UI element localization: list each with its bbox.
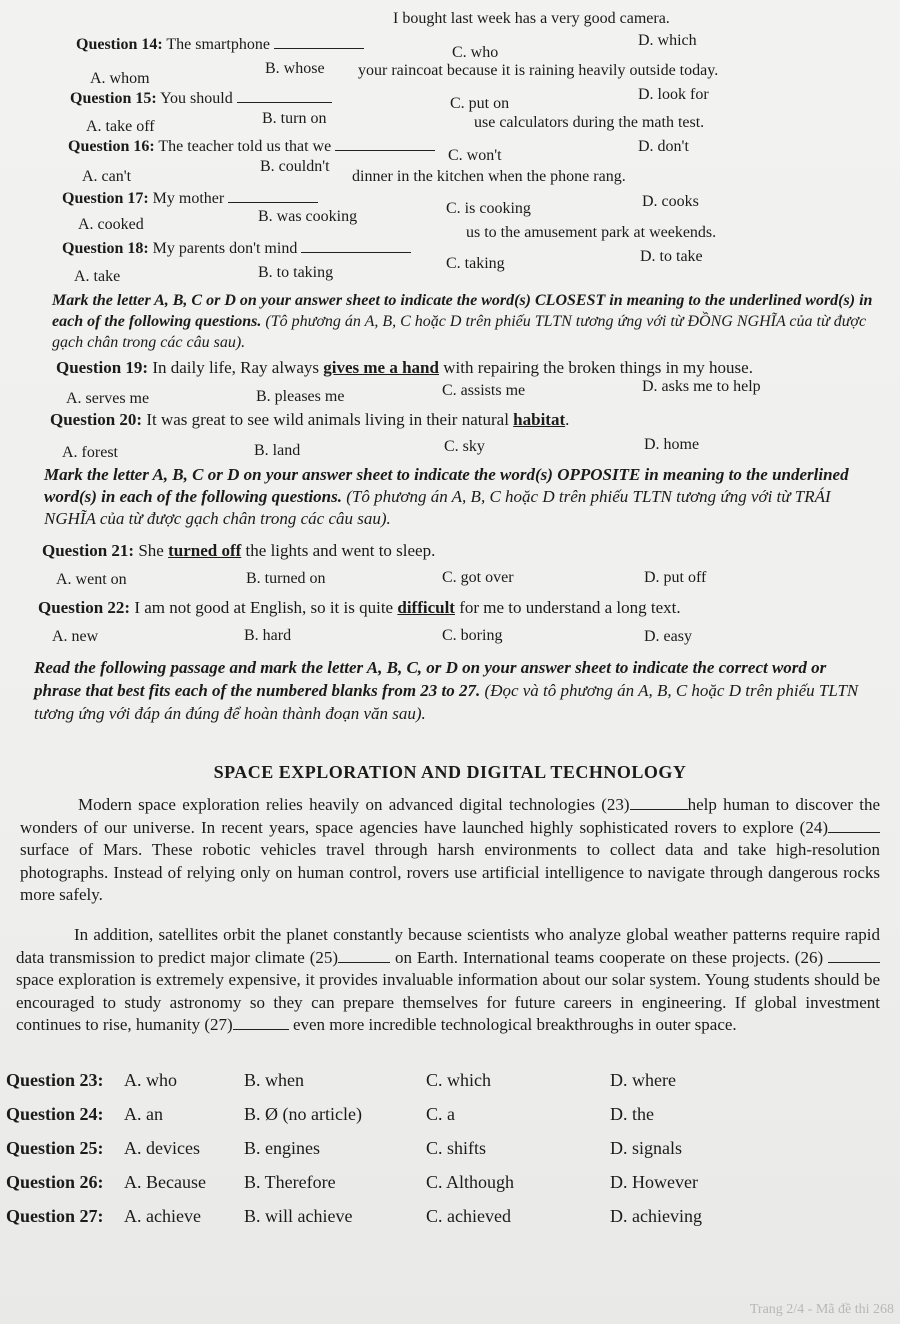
option-d: D. signals [610,1138,682,1158]
blank-26 [828,962,880,963]
option-c: C. boring [442,627,503,644]
passage-paragraph-1: Modern space exploration relies heavily on advanced digital technologies (23) help human to discover the wonders of our universe. In recent years, space agencies have launched highly sophisticated rovers to explore (24) surface of Mars. These robotic vehicles travel through harsh environments to collect data and take high-resolution photographs. Instead of relying only on human control, rovers use artificial intelligence to navigate through dangerous rocks more safely. [20,795,880,904]
underlined-word: habitat [513,410,566,429]
page-footer: Trang 2/4 - Mã đề thi 268 [749,1302,894,1317]
option-d: D. which [638,32,697,49]
blank [335,150,435,151]
underlined-word: difficult [397,598,455,617]
option-d: D. to take [640,248,703,265]
blank-23 [630,809,688,810]
blank-25 [338,962,390,963]
option-c: C. achieved [426,1206,511,1226]
option-b: B. turned on [246,570,326,587]
option-c: C. Although [426,1172,515,1192]
passage-title: SPACE EXPLORATION AND DIGITAL TECHNOLOGY [213,762,687,782]
option-c: C. assists me [442,382,526,399]
option-a: A. take off [86,118,155,135]
option-b: B. land [254,442,301,459]
option-a: A. an [124,1104,163,1124]
option-b: B. couldn't [260,158,330,175]
option-c: C. which [426,1070,491,1090]
option-b: B. whose [265,60,325,77]
option-c: C. taking [446,255,505,272]
blank [237,102,332,103]
option-a: A. whom [90,70,150,87]
option-b: B. to taking [258,264,334,281]
option-a: A. Because [124,1172,206,1192]
instruction-closest: Mark the letter A, B, C or D on your answer sheet to indicate the word(s) CLOSEST in meaning to the underlined word(s) in each of the following questions. (Tô phương án A, B, C hoặc D trên phiếu TLTN tương ứng với từ ĐỒNG NGHĨA của từ được gạch chân trong các câu sau). [52,292,873,351]
option-d: D. don't [638,138,689,155]
option-b: B. Ø (no article) [244,1104,362,1124]
passage-paragraph-2: In addition, satellites orbit the planet constantly because scientists who analyze global weather patterns require rapid data transmission to predict major climate (25) on Earth. International teams cooperate on these projects. (26) space exploration is extremely expensive, it provides invaluable information about our solar system. Young students should be encouraged to study astronomy so they can prepare themselves for future careers in engineering. If global investment continues to rise, humanity (27) even more incredible technological breakthroughs in outer space. [16,925,880,1034]
option-a: A. can't [82,168,132,185]
option-d: D. asks me to help [642,378,761,395]
blank [228,202,318,203]
option-b: B. hard [244,627,292,644]
option-c: C. a [426,1104,455,1124]
option-d: D. put off [644,569,707,586]
blank [274,48,364,49]
blank-24 [828,832,880,833]
exam-page: Question 14: The smartphone I bought last week has a very good camera. A. whom B. whose C. who D. which Question 15: You should your raincoat because it is raining heavily outside today. A. take off B. turn on C. put on D. look for Question 16: The teacher told us that we use calculators during the math test. A. can't B. couldn't C. won't D. don't Question 17: My mother dinner in the kitchen when the phone rang. A. cooked B. was cooking C. is cooking D. cooks Question 18: My parents don't mind us to the amusement park at weekends. A. take B. to taking C. taking D. to take Mark the letter A, B, C or D on your answer sheet to indicate the word(s) CLOSEST in meaning to the underlined word(s) in each of the following questions. (Tô phương án A, B, C hoặc D trên phiếu TLTN tương ứng với từ ĐỒNG NGHĨA của từ được gạch chân trong các câu sau). Question 19: In daily life, Ray always gives me a hand with repairing the broken things in my house. A. serves me B. pleases me C. assists me D. asks me to help Question 20: It was great to see wild animals living in their natural habitat. A. forest B. land C. sky D. home Mark the letter A, B, C or D on your answer sheet to indicate the word(s) OPPOSITE in meaning to the underlined word(s) in each of the following questions. (Tô phương án A, B, C hoặc D trên phiếu TLTN tương ứng với từ TRÁI NGHĨA của từ được gạch chân trong các câu sau). Question 21: She turned off the lights and went to sleep. A. went on B. turned on C. got over D. put off Question 22: I am not good at English, so it is quite difficult for me to understand a long text. A. new B. hard C. boring D. easy Read the following passage and mark the letter A, B, C, or D on your answer sheet to indicate the correct word or phrase that best fits each of the numbered blanks from 23 to 27. (Đọc và tô phương án A, B, C hoặc D trên phiếu TLTN tương ứng với đáp án đúng để hoàn thành đoạn văn sau). SPACE EXPLORATION AND DIGITAL TECHNOLOGY Modern space exploration relies heavily on advanced digital technologies (23) help human to discover the wonders of our universe. In recent years, space agencies have launched highly sophisticated rovers to explore (24) surface of Mars. These robotic vehicles travel through harsh environments to collect data and take high-resolution photographs. Instead of relying only on human control, rovers use artificial intelligence to navigate through dangerous rocks more safely. In addition, satellites orbit the planet constantly because scientists who analyze global weather patterns require rapid data transmission to predict major climate (25) on Earth. International teams cooperate on these projects. (26) space exploration is extremely expensive, it provides invaluable information about our solar system. Young students should be encouraged to study astronomy so they can prepare themselves for future careers in engineering. If global investment continues to rise, humanity (27) even more incredible technological breakthroughs in outer space. Question 23: A. who B. when C. which D. where Question 24: A. an B. Ø (no article) C. a D. the Question 25: A. devices B. engines C. shifts D. signals Question 26: A. Because B. Therefore C. Although D. However Question 27: A. achieve B. will achieve C. achieved D. achieving Trang 2/4 - Mã đề thi 268 [0,0,900,1324]
option-d: D. look for [638,86,709,103]
blank-27 [233,1029,289,1030]
option-a: A. forest [62,444,118,461]
option-d: D. where [610,1070,676,1090]
option-b: B. turn on [262,110,327,127]
option-a: A. devices [124,1138,200,1158]
option-b: B. pleases me [256,388,345,405]
option-b: B. will achieve [244,1206,353,1226]
option-a: A. cooked [78,216,144,233]
option-c: C. is cooking [446,200,531,217]
option-a: A. went on [56,571,127,588]
option-d: D. achieving [610,1206,702,1226]
underlined-word: turned off [168,541,242,560]
option-c: C. put on [450,95,510,112]
option-a: A. who [124,1070,177,1090]
option-c: C. who [452,44,499,61]
instruction-passage: Read the following passage and mark the letter A, B, C, or D on your answer sheet to indicate the correct word or phrase that best fits each of the numbered blanks from 23 to 27. (Đọc và tô phương án A, B, C hoặc D trên phiếu TLTN tương ứng với đáp án đúng để hoàn thành đoạn văn sau). [34,658,859,723]
option-b: B. was cooking [258,208,358,225]
option-b: B. Therefore [244,1172,336,1192]
option-a: A. take [74,268,121,285]
option-d: D. cooks [642,193,699,210]
option-c: C. got over [442,569,514,586]
option-c: C. shifts [426,1138,487,1158]
option-d: D. easy [644,628,692,645]
option-d: D. the [610,1104,654,1124]
option-a: A. achieve [124,1206,201,1226]
blank [301,252,411,253]
option-d: D. However [610,1172,698,1192]
underlined-word: gives me a hand [323,358,439,377]
option-d: D. home [644,436,700,453]
option-a: A. new [52,628,99,645]
instruction-opposite: Mark the letter A, B, C or D on your answer sheet to indicate the word(s) OPPOSITE in meaning to the underlined word(s) in each of the following questions. (Tô phương án A, B, C hoặc D trên phiếu TLTN tương ứng với từ TRÁI NGHĨA của từ được gạch chân trong các câu sau). [44,465,849,528]
option-a: A. serves me [66,390,150,407]
question-number: Question 14: [76,36,163,53]
option-c: C. won't [448,147,502,164]
option-b: B. when [244,1070,304,1090]
option-c: C. sky [444,438,485,455]
option-b: B. engines [244,1138,320,1158]
